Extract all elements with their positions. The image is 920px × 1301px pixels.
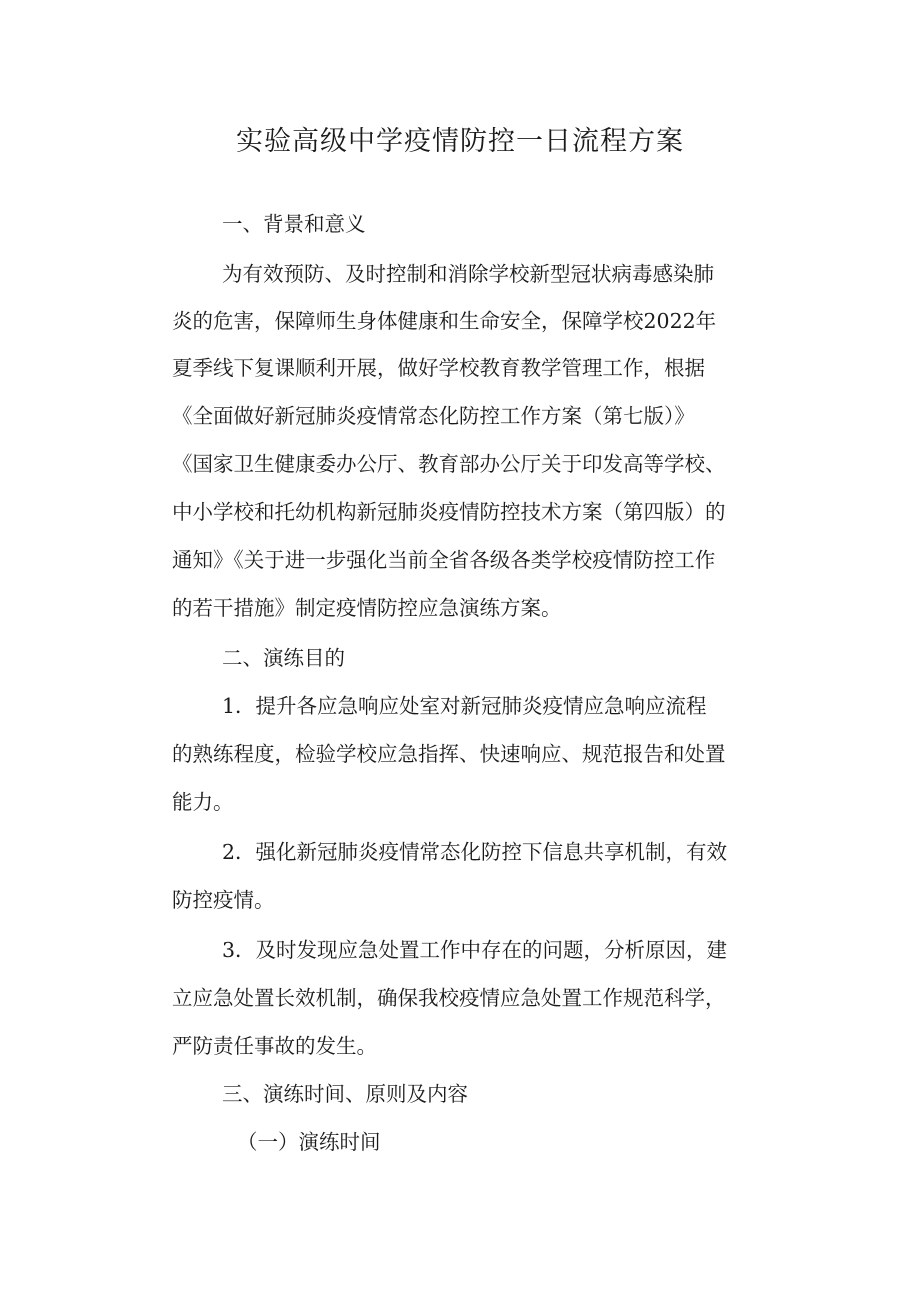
list-item-line: 严防责任事故的发生。 xyxy=(172,1034,377,1058)
list-item-line: 立应急处置长效机制，确保我校疫情应急处置工作规范科学， xyxy=(172,986,726,1010)
paragraph-line: 的若干措施》制定疫情防控应急演练方案。 xyxy=(172,596,562,620)
paragraph-line: 通知》《关于进一步强化当前全省各级各类学校疫情防控工作 xyxy=(172,548,716,572)
subsection-heading: （一）演练时间 xyxy=(237,1130,381,1154)
list-item-line: 3．及时发现应急处置工作中存在的问题，分析原因，建 xyxy=(222,938,728,962)
list-item-line: 2．强化新冠肺炎疫情常态化防控下信息共享机制，有效 xyxy=(222,840,728,864)
list-item-line: 的熟练程度，检验学校应急指挥、快速响应、规范报告和处置 xyxy=(172,742,726,766)
paragraph-line: 为有效预防、及时控制和消除学校新型冠状病毒感染肺 xyxy=(222,262,714,286)
section-heading-time: 三、演练时间、原则及内容 xyxy=(222,1082,468,1106)
list-item-line: 能力。 xyxy=(172,790,234,814)
section-heading-purpose: 二、演练目的 xyxy=(222,646,345,670)
section-heading-background: 一、背景和意义 xyxy=(222,212,366,236)
paragraph-line: 夏季线下复课顺利开展，做好学校教育教学管理工作，根据 xyxy=(172,356,705,380)
paragraph-line: 《国家卫生健康委办公厅、教育部办公厅关于印发高等学校、 xyxy=(172,452,726,476)
document-title: 实验高级中学疫情防控一日流程方案 xyxy=(236,126,684,157)
list-item-line: 1．提升各应急响应处室对新冠肺炎疫情应急响应流程 xyxy=(222,694,707,718)
paragraph-line: 中小学校和托幼机构新冠肺炎疫情防控技术方案（第四版）的 xyxy=(172,500,726,524)
paragraph-line: 《全面做好新冠肺炎疫情常态化防控工作方案（第七版）》 xyxy=(172,404,695,428)
list-item-line: 防控疫情。 xyxy=(172,888,275,912)
paragraph-line: 炎的危害，保障师生身体健康和生命安全，保障学校2022年 xyxy=(172,309,717,333)
